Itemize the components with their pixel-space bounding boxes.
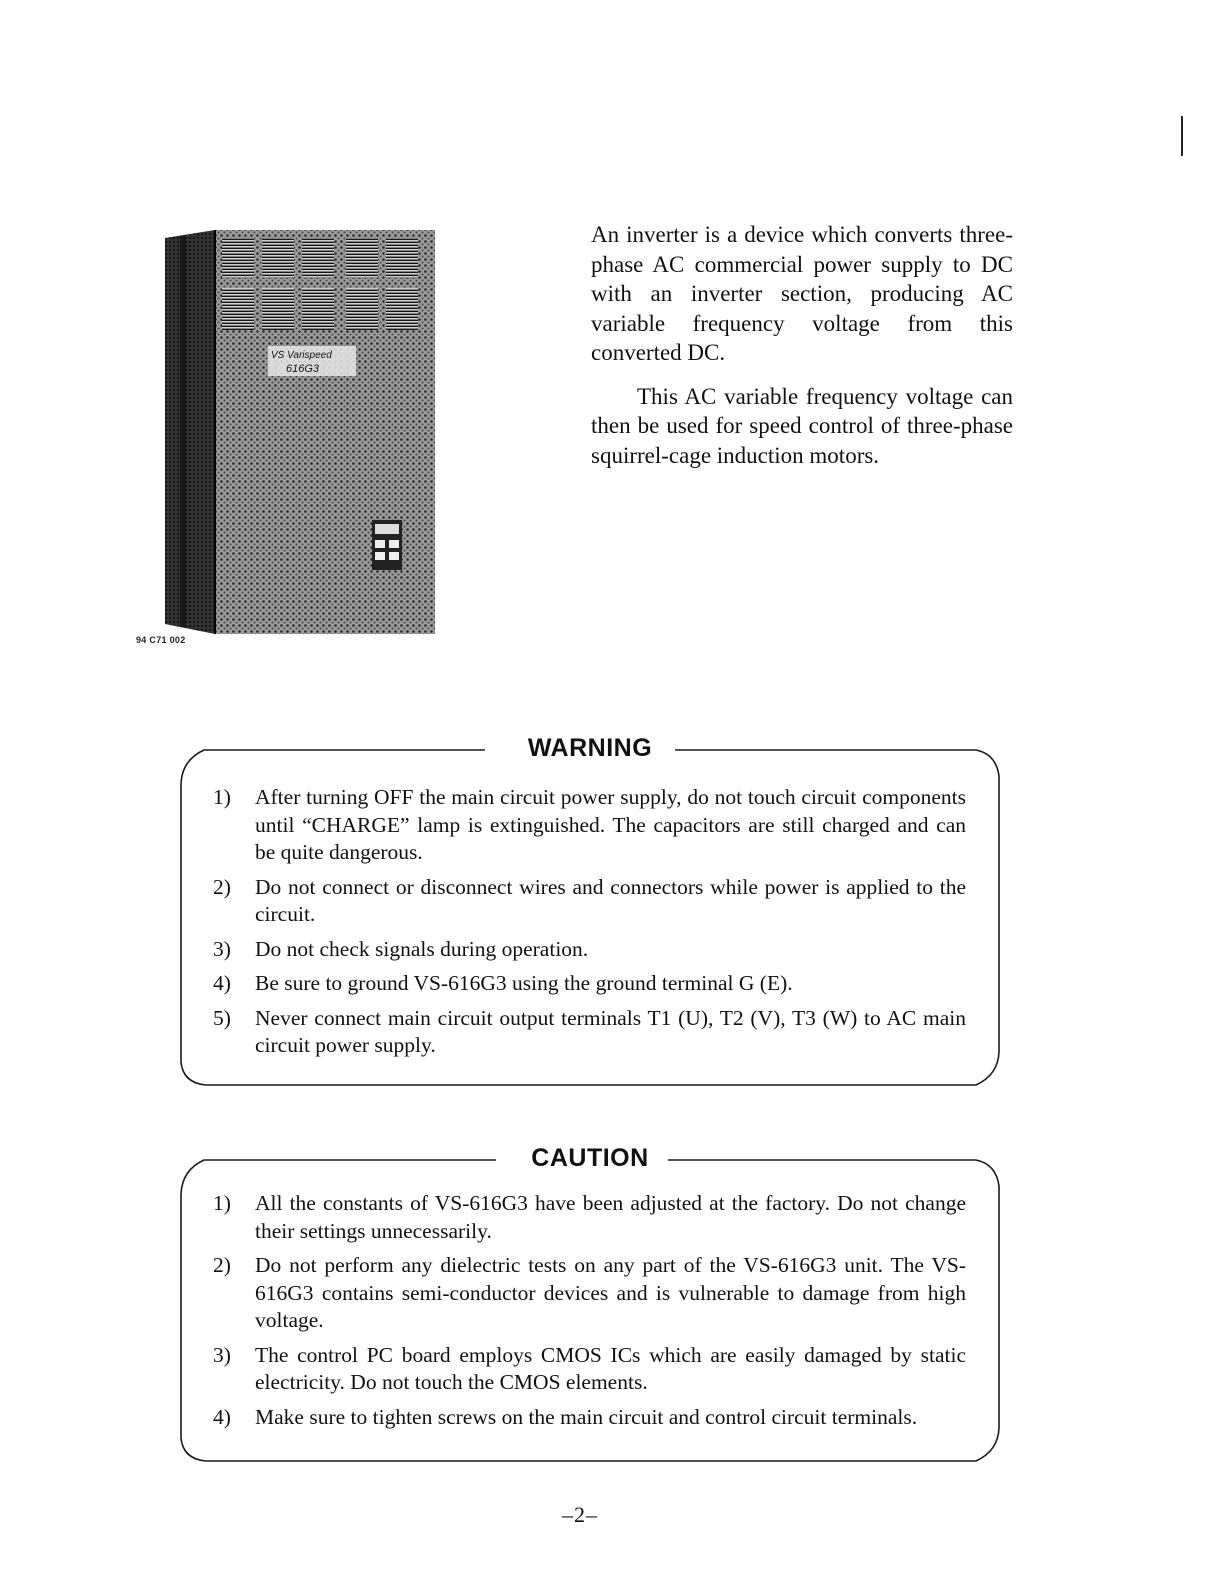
item-text: Do not connect or disconnect wires and connectors while power is applied to the circuit. <box>255 874 966 926</box>
caution-list <box>213 1190 966 1438</box>
item-number: 5) <box>213 1005 231 1030</box>
caution-title: CAUTION <box>531 1144 649 1172</box>
list-item <box>213 970 966 998</box>
item-text: After turning OFF the main circuit power supply, do not touch circuit components until “CHARGE” lamp is extinguished. The capacitors are still charged and can be quite dangerous. <box>255 785 966 864</box>
varispeed-logo <box>268 346 356 376</box>
list-item <box>213 1342 966 1397</box>
intro-paragraph: This AC variable frequency voltage can then be used for speed control of three-phase squirrel-cage induction motors. <box>591 383 1013 468</box>
model-text: 616G3 <box>286 363 320 375</box>
caution-box <box>180 1144 1000 1462</box>
item-text: All the constants of VS-616G3 have been adjusted at the factory. Do not change their settings unnecessarily. <box>255 1191 966 1243</box>
item-number: 4) <box>213 971 231 995</box>
list-item <box>213 1252 966 1335</box>
item-number: 3) <box>213 936 231 961</box>
list-item <box>213 874 966 929</box>
logo-text: VS Varispeed <box>271 350 332 361</box>
intro-paragraph: An inverter is a device which converts three-phase AC commercial power supply to DC with an inverter section, producing AC variable frequency voltage from this converted DC. <box>591 222 1013 365</box>
item-text: Do not perform any dielectric tests on any part of the VS-616G3 unit. The VS-616G3 contains semi-conductor devices and is vulnerable to damage from high voltage. <box>255 1253 966 1332</box>
warning-box <box>180 734 1000 1086</box>
list-item <box>213 1005 966 1060</box>
item-number: 4) <box>213 1404 231 1429</box>
inverter-photo <box>160 228 440 636</box>
photo-code: 94 C71 002 <box>136 635 186 645</box>
list-item <box>213 1404 966 1432</box>
warning-title: WARNING <box>527 734 653 762</box>
item-text: Do not check signals during operation. <box>255 936 589 961</box>
warning-list <box>213 784 966 1067</box>
margin-mark <box>1181 116 1183 156</box>
item-text: Never connect main circuit output terminals T1 (U), T2 (V), T3 (W) to AC main circuit power supply. <box>255 1005 966 1057</box>
item-text: The control PC board employs CMOS ICs which are easily damaged by static electricity. Do not touch the CMOS elements. <box>255 1342 966 1394</box>
list-item <box>213 936 966 964</box>
inverter-illustration <box>160 228 440 636</box>
item-number: 3) <box>213 1342 231 1367</box>
item-number: 1) <box>213 785 231 809</box>
intro-text <box>591 220 1013 470</box>
item-number: 1) <box>213 1191 231 1215</box>
list-item <box>213 1190 966 1245</box>
item-text: Make sure to tighten screws on the main circuit and control circuit terminals. <box>255 1404 918 1429</box>
list-item <box>213 784 966 867</box>
item-text: Be sure to ground VS-616G3 using the ground terminal G (E). <box>255 971 793 995</box>
page-number: –2– <box>562 1502 598 1527</box>
item-number: 2) <box>213 874 231 899</box>
item-number: 2) <box>213 1253 231 1277</box>
